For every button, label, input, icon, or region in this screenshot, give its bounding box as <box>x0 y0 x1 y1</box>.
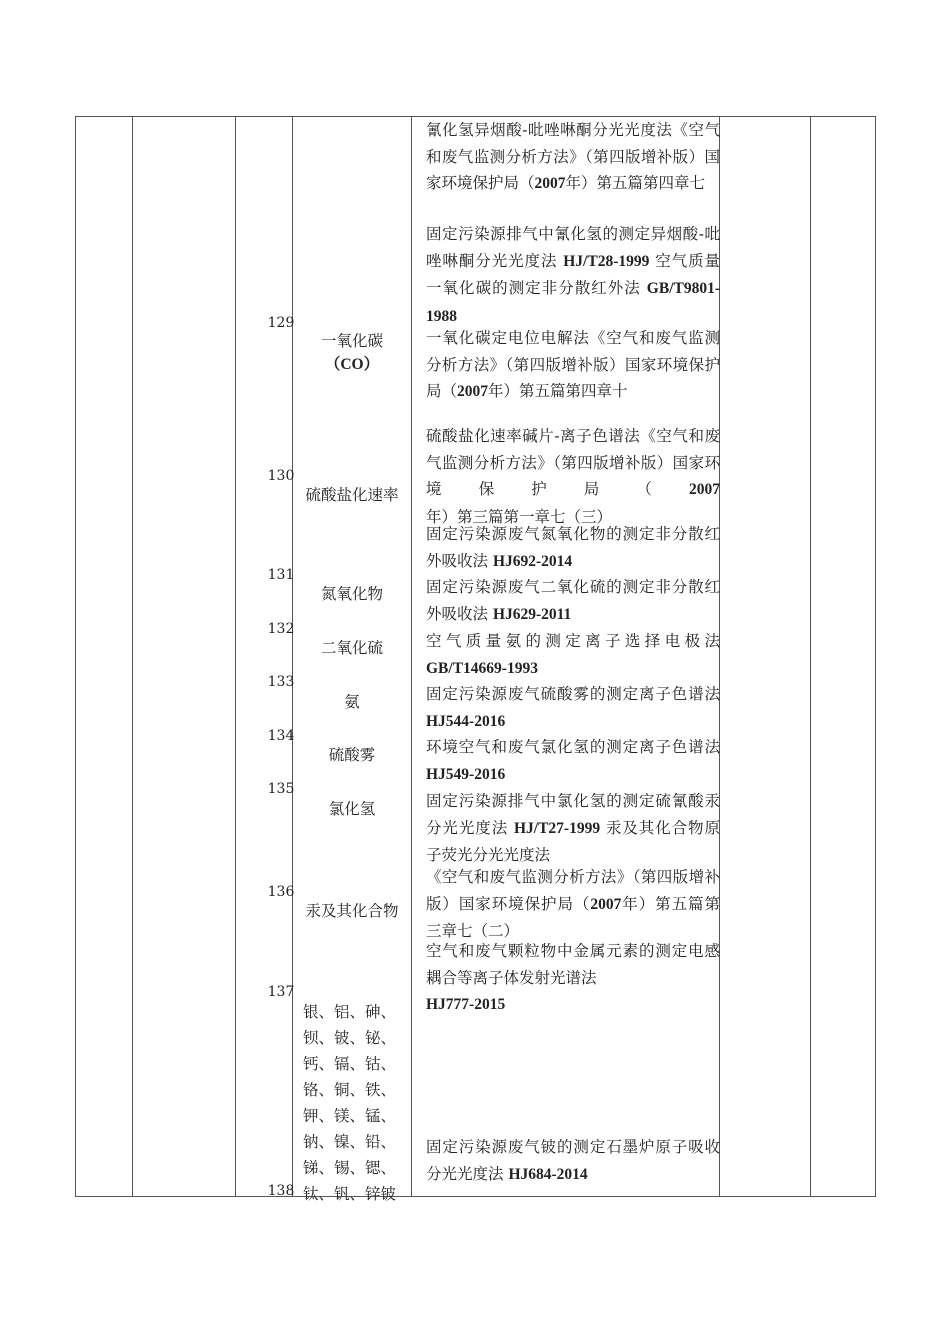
method-entry: 《空气和废气监测分析方法》（第四版增补版）国家环境保护局（2007年）第五篇第三章七（二） <box>426 868 720 940</box>
metal-line: 钛、钒、锌铍 <box>303 1185 397 1203</box>
row-number: 136 <box>267 884 295 900</box>
column-divider <box>132 117 133 1196</box>
row-number: 135 <box>267 781 295 797</box>
row-number: 137 <box>267 984 295 1000</box>
method-entry: 一氧化碳定电位电解法《空气和废气监测分析方法》（第四版增补版）国家环境保护局（2007年）第五篇第四章十 <box>426 329 720 400</box>
row-number: 130 <box>267 468 295 484</box>
metal-line: 钙、镉、钴、 <box>303 1055 397 1073</box>
column-divider <box>411 117 412 1196</box>
column-divider <box>292 117 293 1196</box>
method-entry: 固定污染源废气铍的测定石墨炉原子吸收分光光度法 HJ684-2014 <box>426 1138 720 1183</box>
column-divider <box>235 117 236 1196</box>
row-number: 134 <box>267 728 295 744</box>
test-item: 汞及其化合物 <box>305 902 399 920</box>
method-entry: 固定污染源废气二氧化硫的测定非分散红外吸收法 HJ629-2011 <box>426 578 720 623</box>
test-item: 二氧化硫 <box>320 639 383 657</box>
test-item-metals <box>303 999 409 1207</box>
test-item: 氯化氢 <box>328 800 376 818</box>
method-entry: 空气质量氨的测定离子选择电极法 GB/T14669-1993 <box>426 632 720 677</box>
test-item: 硫酸盐化速率 <box>305 486 399 504</box>
row-number: 138 <box>267 1183 295 1199</box>
row-number: 132 <box>267 621 295 637</box>
metal-line: 银、铝、砷、 <box>303 1003 397 1021</box>
method-entry: 氰化氢异烟酸-吡唑啉酮分光光度法《空气和废气监测分析方法》（第四版增补版）国家环境保护局（2007年）第五篇第四章七 <box>426 121 720 192</box>
metal-line: 钾、镁、锰、 <box>303 1107 397 1125</box>
method-entry: 硫酸盐化速率碱片-离子色谱法《空气和废气监测分析方法》（第四版增补版）国家环境保护局（2007年）第三篇第一章七（三） <box>426 427 720 526</box>
metal-line: 钠、镍、铅、 <box>303 1133 397 1151</box>
row-number: 129 <box>267 315 295 331</box>
standards-table <box>75 116 876 1203</box>
method-entry: 固定污染源排气中氯化氢的测定硫氰酸汞分光光度法 HJ/T27-1999 汞及其化合物原子荧光分光光度法 <box>426 792 720 864</box>
column-divider <box>810 117 811 1196</box>
row-number: 131 <box>267 567 295 583</box>
test-item: 氮氧化物 <box>320 585 383 603</box>
method-entry: 空气和废气颗粒物中金属元素的测定电感耦合等离子体发射光谱法 HJ777-2015 <box>426 942 720 1013</box>
method-entry: 环境空气和废气氯化氢的测定离子色谱法 HJ549-2016 <box>426 738 720 783</box>
method-entry: 固定污染源废气氮氧化物的测定非分散红外吸收法 HJ692-2014 <box>426 525 720 570</box>
metal-line: 钡、铍、铋、 <box>303 1029 397 1047</box>
test-item-name: 一氧化碳 <box>320 332 383 350</box>
method-entry: 固定污染源排气中氰化氢的测定异烟酸-吡唑啉酮分光光度法 HJ/T28-1999 空气质量一氧化碳的测定非分散红外法 GB/T9801-1988 <box>426 225 720 325</box>
metal-line: 锑、锡、锶、 <box>303 1159 397 1177</box>
method-entry: 固定污染源废气硫酸雾的测定离子色谱法 HJ544-2016 <box>426 685 720 730</box>
metal-line: 铬、铜、铁、 <box>303 1081 397 1099</box>
row-number: 133 <box>267 674 295 690</box>
test-item: 硫酸雾 <box>328 746 376 764</box>
test-item: 氨 <box>344 693 360 711</box>
test-item-formula: （CO） <box>324 356 380 373</box>
test-item <box>294 329 410 377</box>
